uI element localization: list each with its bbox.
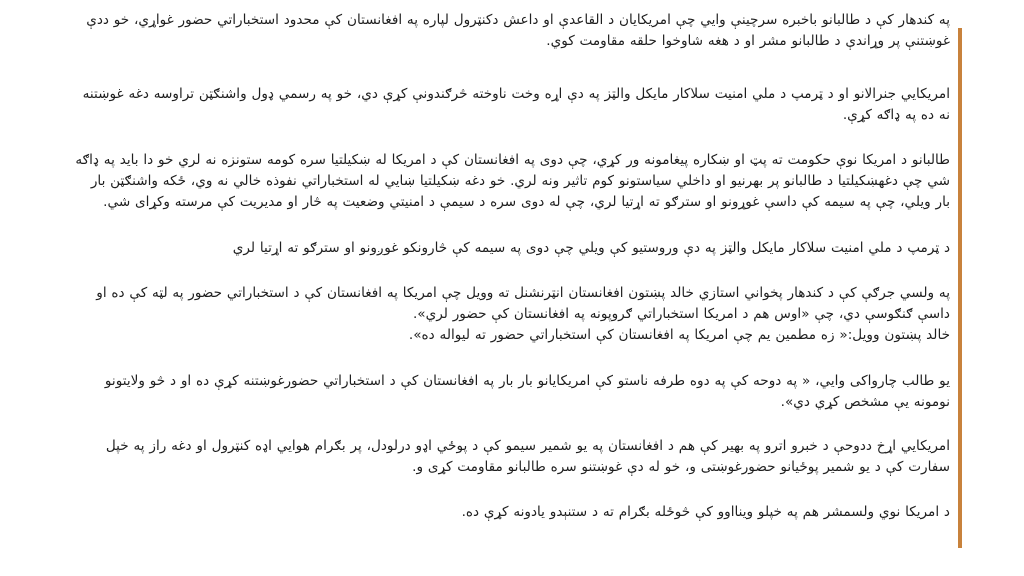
- paragraph-line: نومونه يې مشخص کړي دي».: [780, 394, 950, 410]
- paragraph-line: امریکايي اړخ ددوحې د خبرو اترو په بهیر کې هم د افغانستان په یو شمیر سیمو کې د پوځي اډو درلودل، پر بګرام هوايي اډه کنټرول او دغه راز په خپل: [105, 438, 950, 454]
- paragraph-line: شي چې دغهښکیلتیا د طالبانو پر بهرنیو او داخلي سیاستونو کوم تاثیر ونه لري. خو دغه ښکیلتیا ښایي له استخباراتي نفوذه خالي نه وي، ځکه واشنګټن بار: [90, 173, 950, 189]
- paragraph-line: بار ویلي، چې په سیمه کې داسې غوړونو او سترګو ته اړتیا لري، چې له دوی سره د سیمې د امنیتي وضعیت په څار او مدیریت کې مرسته وکړای شي.: [103, 194, 950, 210]
- paragraph-line: غوښتنې پر وړاندې د طالبانو مشر او د هغه شاوخوا حلقه مقاومت کوي.: [546, 33, 950, 49]
- paragraph-line: د ټرمپ د ملي امنیت سلاکار مایکل والټز په دې وروستیو کې ویلي چې دوی په سیمه کې څارونکو غوږونو او سترګو ته اړتیا لري: [232, 240, 950, 256]
- article-body: [28, 4, 950, 572]
- paragraph-7: [28, 436, 950, 478]
- paragraph-3: [28, 150, 950, 213]
- paragraph-line: طالبانو د امریکا نوې حکومت ته پټ او ښکاره پیغامونه ور کړي، چې دوی په افغانستان کې د امريکا له ښکیلتیا سره کومه ستونزه نه لري خو دا باید په ډاګه: [75, 152, 950, 168]
- paragraph-line: نه ده په ډاګه کړې.: [842, 107, 950, 123]
- paragraph-line: داسې ګنګوسې دي، چې «اوس هم د امریکا استخباراتي ګروپونه په افغانستان کې حضور لري».: [412, 306, 950, 322]
- paragraph-6: [28, 371, 950, 413]
- paragraph-5: [28, 283, 950, 346]
- accent-bar: [958, 28, 962, 548]
- paragraph-4: [28, 238, 950, 259]
- paragraph-line: امریکايي جنرالانو او د ټرمپ د ملي امنیت سلاکار مایکل والټز په دې اړه وخت ناوخته څرګندونې کړې دي، خو په رسمي ډول واشنګټن تراوسه دغه غوښتنه: [82, 86, 950, 102]
- paragraph-8: [28, 502, 950, 523]
- paragraph-1: [28, 10, 950, 52]
- paragraph-2: [28, 84, 950, 126]
- paragraph-line: په کندهار کې د طالبانو باخبره سرچینې وايي چې امريکايان د القاعدې او داعش دکنټرول لپاره په افغانستان کې محدود استخباراتي حضور غواړي، خو ددې: [86, 12, 950, 28]
- paragraph-line: سفارت کې د یو شمیر پوځیانو حضورغوښتی و، خو له دې غوښتنو سره طالبانو مقاومت کړی و.: [412, 459, 950, 475]
- paragraph-line: یو طالب چارواکی وايي، « په دوحه کې په دوه طرفه ناستو کې امریکايانو بار بار په افغانستان کې د استخباراتي حضورغوښتنه کړې ده او د څو ولایتونو: [104, 373, 950, 389]
- paragraph-line: د امريکا نوي ولسمشر هم په خپلو وینااوو کې څوځله بګرام ته د ستنېدو یادونه کړې ده.: [461, 504, 950, 520]
- paragraph-line: په ولسي جرګې کې د کندهار پخواني استازي خالد پښتون افغانستان انټرنشنل ته وویل چې امريکا په افغانستان کې د استخباراتي حضور په لټه کې ده او: [96, 285, 950, 301]
- paragraph-line: خالد پښتون وویل:« زه مطمین یم چې امریکا په افغانستان کې استخباراتي حضور ته لیواله ده».: [408, 327, 950, 343]
